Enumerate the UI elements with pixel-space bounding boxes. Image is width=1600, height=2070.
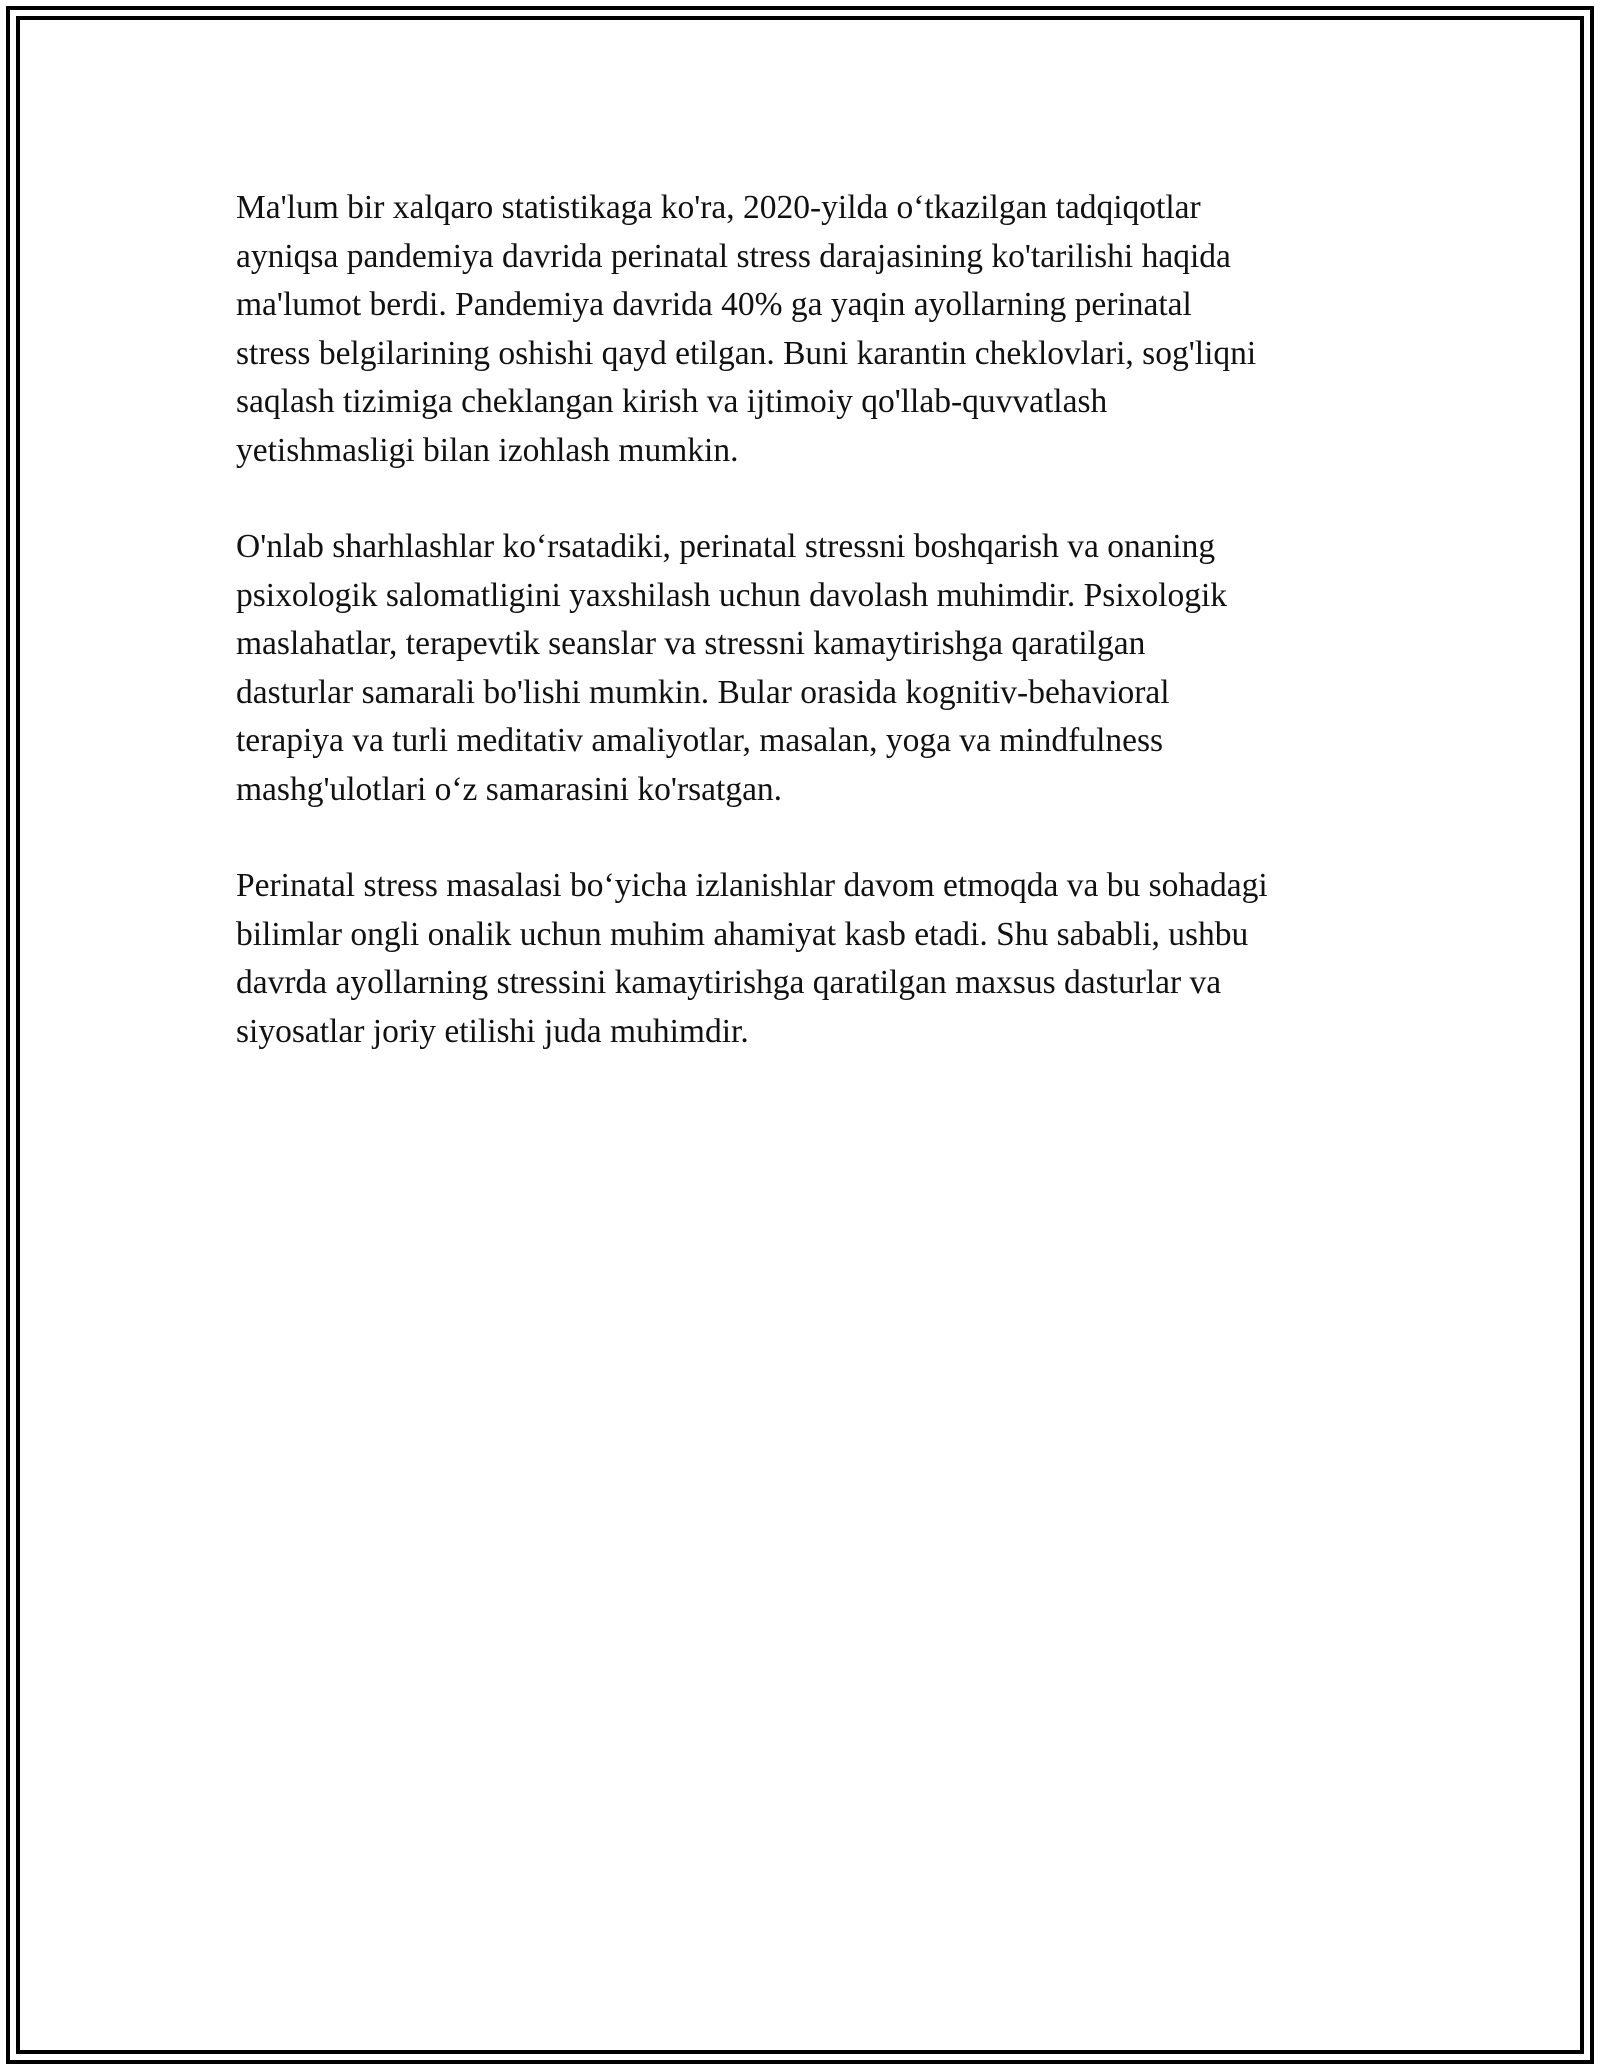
- text-line: terapiya va turli meditativ amaliyotlar, masalan, yoga va mindfulness: [236, 722, 1164, 759]
- text-line: mashg'ulotlari oʻz samarasini ko'rsatgan.: [236, 770, 783, 808]
- text-line: psixologik salomatligini yaxshilash uchun davolash muhimdir. Psixologik: [236, 576, 1228, 614]
- text-line: siyosatlar joriy etilishi juda muhimdir.: [236, 1012, 749, 1050]
- text-line: yetishmasligi bilan izohlash mumkin.: [236, 431, 739, 469]
- text-line: stress belgilarining oshishi qayd etilgan. Buni karantin cheklovlari, sog'liqni: [236, 334, 1257, 372]
- paragraph-1: [236, 184, 1386, 475]
- text-line: O'nlab sharhlashlar koʻrsatadiki, perinatal stressni boshqarish va onaning: [236, 528, 1216, 565]
- text-line: davrda ayollarning stressini kamaytirishga qaratilgan maxsus dasturlar va: [236, 964, 1222, 1001]
- text-line: ayniqsa pandemiya davrida perinatal stress darajasining ko'tarilishi haqida: [236, 237, 1231, 275]
- text-line: maslahatlar, terapevtik seanslar va stressni kamaytirishga qaratilgan: [236, 625, 1146, 662]
- text-line: ma'lumot berdi. Pandemiya davrida 40% ga yaqin ayollarning perinatal: [236, 286, 1192, 323]
- text-line: Ma'lum bir xalqaro statistikaga ko'ra, 2020-yilda oʻtkazilgan tadqiqotlar: [236, 189, 1201, 226]
- text-line: dasturlar samarali bo'lishi mumkin. Bular orasida kognitiv-behavioral: [236, 673, 1170, 711]
- text-line: saqlash tizimiga cheklangan kirish va ijtimoiy qo'llab-quvvatlash: [236, 383, 1108, 420]
- paragraph-2: [236, 523, 1386, 814]
- paragraph-3: [236, 862, 1386, 1056]
- text-line: bilimlar ongli onalik uchun muhim ahamiyat kasb etadi. Shu sababli, ushbu: [236, 915, 1249, 953]
- document-body: [236, 184, 1386, 1104]
- text-line: Perinatal stress masalasi boʻyicha izlanishlar davom etmoqda va bu sohadagi: [236, 867, 1268, 904]
